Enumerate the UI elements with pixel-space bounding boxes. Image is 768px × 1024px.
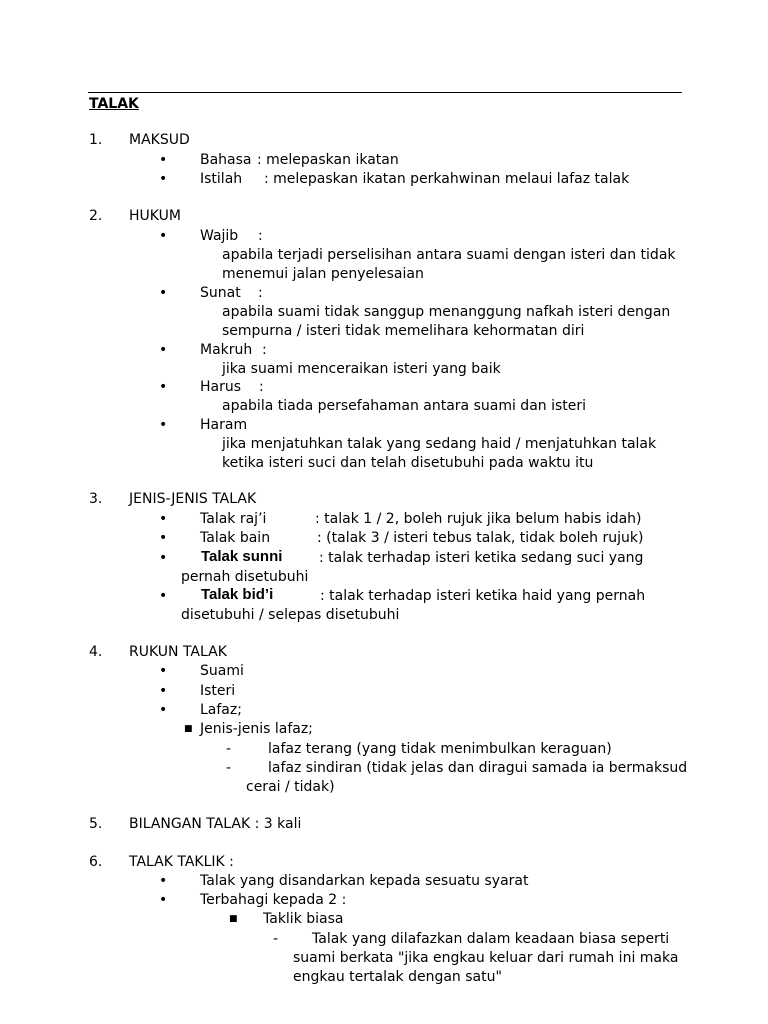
- bullet-icon: •: [159, 588, 168, 604]
- talak-raji-label: Talak raj’i: [200, 511, 267, 527]
- talak-raji-text: : talak 1 / 2, boleh rujuk jika belum habis idah): [315, 511, 642, 527]
- talak-bain-text: : (talak 3 / isteri tebus talak, tidak boleh rujuk): [317, 530, 644, 546]
- taklik-biasa-line-3: engkau tertalak dengan satu": [293, 969, 502, 985]
- talak-bain-label: Talak bain: [200, 530, 271, 546]
- makruh-label: Makruh: [200, 342, 253, 358]
- dash-icon: -: [273, 931, 279, 947]
- bullet-icon: •: [159, 873, 168, 889]
- section-3-number: 3.: [89, 491, 103, 507]
- section-4-heading: RUKUN TALAK: [129, 644, 227, 660]
- sunat-colon: :: [258, 285, 263, 301]
- lafaz-sindiran: lafaz sindiran (tidak jelas dan diragui samada ia bermaksud: [268, 760, 688, 776]
- wajib-colon: :: [258, 228, 263, 244]
- talak-bidi-line-2: disetubuhi / selepas disetubuhi: [181, 607, 400, 623]
- bullet-icon: •: [159, 892, 168, 908]
- sunat-line-1: apabila suami tidak sanggup menanggung nafkah isteri dengan: [222, 304, 671, 320]
- haram-label: Haram: [200, 417, 248, 433]
- bahasa-text: : melepaskan ikatan: [257, 152, 399, 168]
- istilah-text: : melepaskan ikatan perkahwinan melaui lafaz talak: [264, 171, 630, 187]
- section-5-heading: BILANGAN TALAK : 3 kali: [129, 816, 302, 832]
- rukun-item-lafaz: Lafaz;: [200, 702, 242, 718]
- bullet-icon: •: [159, 152, 168, 168]
- bullet-icon: •: [159, 379, 168, 395]
- taklik-item-1: Talak yang disandarkan kepada sesuatu syarat: [200, 873, 529, 889]
- lafaz-sindiran-line-2: cerai / tidak): [246, 779, 335, 795]
- taklik-item-2: Terbahagi kepada 2 :: [200, 892, 347, 908]
- makruh-line-1: jika suami menceraikan isteri yang baik: [222, 361, 501, 377]
- section-5-number: 5.: [89, 816, 103, 832]
- taklik-biasa-label: Taklik biasa: [263, 911, 344, 927]
- bullet-icon: •: [159, 530, 168, 546]
- dash-icon: -: [226, 760, 232, 776]
- bullet-icon: •: [159, 683, 168, 699]
- lafaz-terang: lafaz terang (yang tidak menimbulkan keraguan): [268, 741, 612, 757]
- bullet-icon: •: [159, 550, 168, 566]
- rukun-item-isteri: Isteri: [200, 683, 236, 699]
- bullet-icon: •: [159, 511, 168, 527]
- page-title: TALAK: [89, 96, 139, 112]
- bullet-icon: •: [159, 663, 168, 679]
- bullet-icon: •: [159, 702, 168, 718]
- wajib-line-1: apabila terjadi perselisihan antara suami dengan isteri dan tidak: [222, 247, 676, 263]
- header-rule: [88, 92, 682, 93]
- talak-sunni-label: Talak sunni: [201, 548, 283, 565]
- talak-sunni-line-2: pernah disetubuhi: [181, 569, 309, 585]
- bullet-icon: •: [159, 228, 168, 244]
- wajib-label: Wajib: [200, 228, 239, 244]
- section-3-heading: JENIS-JENIS TALAK: [129, 491, 257, 507]
- taklik-biasa-line-1: Talak yang dilafazkan dalam keadaan biasa seperti: [312, 931, 670, 947]
- bullet-icon: •: [159, 171, 168, 187]
- bullet-icon: •: [159, 285, 168, 301]
- wajib-line-2: menemui jalan penyelesaian: [222, 266, 424, 282]
- section-4-number: 4.: [89, 644, 103, 660]
- haram-line-1: jika menjatuhkan talak yang sedang haid / menjatuhkan talak: [222, 436, 657, 452]
- bullet-icon: •: [159, 342, 168, 358]
- section-2-number: 2.: [89, 208, 103, 224]
- bullet-icon: •: [159, 417, 168, 433]
- talak-bidi-label: Talak bid’i: [201, 586, 274, 603]
- haram-line-2: ketika isteri suci dan telah disetubuhi pada waktu itu: [222, 455, 594, 471]
- square-bullet-icon: ■: [229, 914, 238, 924]
- jenis-lafaz-label: Jenis-jenis lafaz;: [200, 721, 313, 737]
- square-bullet-icon: ■: [184, 724, 193, 734]
- makruh-colon: :: [262, 342, 267, 358]
- rukun-item-suami: Suami: [200, 663, 244, 679]
- harus-colon: :: [259, 379, 264, 395]
- dash-icon: -: [226, 741, 232, 757]
- talak-bidi-text: : talak terhadap isteri ketika haid yang pernah: [320, 588, 646, 604]
- section-6-heading: TALAK TAKLIK :: [129, 854, 234, 870]
- talak-sunni-text: : talak terhadap isteri ketika sedang suci yang: [319, 550, 644, 566]
- taklik-biasa-line-2: suami berkata "jika engkau keluar dari rumah ini maka: [293, 950, 679, 966]
- harus-label: Harus: [200, 379, 242, 395]
- section-1-heading: MAKSUD: [129, 132, 190, 148]
- istilah-label: Istilah: [200, 171, 243, 187]
- sunat-line-2: sempurna / isteri tidak memelihara kehormatan diri: [222, 323, 585, 339]
- section-2-heading: HUKUM: [129, 208, 181, 224]
- bahasa-label: Bahasa: [200, 152, 252, 168]
- section-1-number: 1.: [89, 132, 103, 148]
- sunat-label: Sunat: [200, 285, 241, 301]
- harus-line-1: apabila tiada persefahaman antara suami dan isteri: [222, 398, 587, 414]
- section-6-number: 6.: [89, 854, 103, 870]
